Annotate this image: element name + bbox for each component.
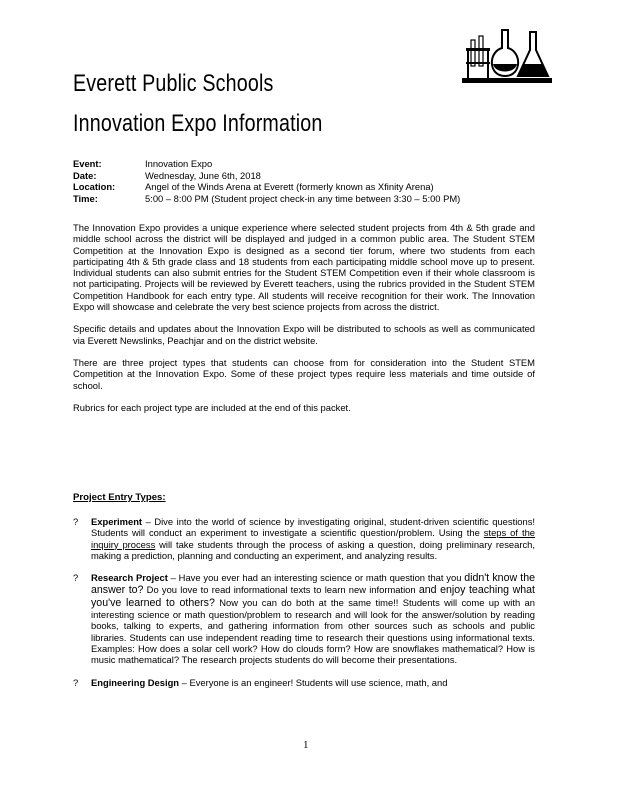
location-row xyxy=(73,181,533,193)
research-name: Research Project xyxy=(91,572,168,584)
research-text xyxy=(91,572,535,665)
bullet-icon: ? xyxy=(73,676,79,688)
bullet-icon: ? xyxy=(73,516,79,527)
experiment-desc-2: will take students through the process of asking a question, doing preliminary research, making a prediction, planning and conducting an experiment, and analyzing results. xyxy=(91,538,535,561)
lab-glassware-logo xyxy=(462,26,552,84)
list-item-experiment xyxy=(73,516,535,561)
engineering-desc: – Everyone is an engineer! Students will use science, math, and xyxy=(179,676,448,688)
date-row xyxy=(73,170,533,182)
list-item-research xyxy=(73,572,535,665)
bullet-icon: ? xyxy=(73,572,79,584)
time-row xyxy=(73,193,533,205)
time-value: 5:00 – 8:00 PM (Student project check-in any time between 3:30 – 5:00 PM) xyxy=(145,192,461,204)
research-desc-3: Now you can do both at the same time!! Students will come up with an interesting science or math question/problem to research and will look for the answer/solution by reading books, talking to experts, and gathering information from other sources such as schools and public libraries. Students can use independent reading time to research their questions using informational texts. Examples: How does a solar cell work? How do clouds form? How are snowflakes mathematical? How is music mathematical? The research projects students do will become their presentations. xyxy=(91,596,535,666)
experiment-desc: – Dive into the world of science by investigating original, student-driven scientific questions! Students will conduct an experiment to investigate a scientific question/problem. Using the xyxy=(91,516,535,539)
research-desc-2: Do you love to read informational texts to learn new information xyxy=(143,584,419,596)
paragraph-updates: Specific details and updates about the Innovation Expo will be distributed to schools as well as communicated via Everett Newslinks, Peachjar and on the district website. xyxy=(73,323,535,346)
engineering-text xyxy=(91,677,535,688)
paragraph-project-types: There are three project types that students can choose from for consideration into the Student STEM Competition at the Innovation Expo. Some of these project types require less materials and time outside of school. xyxy=(73,356,535,391)
date-value: Wednesday, June 6th, 2018 xyxy=(145,169,261,181)
project-types-list xyxy=(73,516,535,699)
location-value: Angel of the Winds Arena at Everett (formerly known as Xfinity Arena) xyxy=(145,181,434,192)
intro-body xyxy=(73,222,535,424)
list-item-engineering xyxy=(73,677,535,688)
research-question-2: and enjoy teaching what you've learned to others? xyxy=(91,584,535,609)
time-label: Time: xyxy=(73,192,98,204)
date-label: Date: xyxy=(73,169,97,181)
event-label: Event: xyxy=(73,158,102,169)
research-desc: – Have you ever had an interesting science or math question that you xyxy=(167,572,465,584)
engineering-name: Engineering Design xyxy=(91,676,180,688)
event-info-block xyxy=(73,158,533,204)
paragraph-overview: The Innovation Expo provides a unique experience where selected student projects from 4th & 5th grade and middle school across the district will be displayed and judged in a common public area. The Student STEM Competition at the Innovation Expo is designed as a second tier forum, where two students from each participating 4th & 5th grade class and 18 students from each participating middle school move up to present. Individual students can also submit entries for the Student STEM Competition even if their whole classroom is not participating. Projects will be reviewed by Everett teachers, using the rubrics provided in the Student STEM Competition Handbook for each entry type. All students will receive recognition for their work. The Innovation Expo will showcase and celebrate the very best science projects from across the district. xyxy=(73,222,535,313)
page-title xyxy=(73,64,458,144)
title-line-2: Innovation Expo Information xyxy=(73,110,323,137)
research-question-1: didn't know the answer to? xyxy=(91,572,536,597)
experiment-name: Experiment xyxy=(91,516,143,527)
experiment-text xyxy=(91,516,535,561)
page-number: 1 xyxy=(303,739,309,751)
location-label: Location: xyxy=(73,181,116,192)
inquiry-process-link[interactable]: steps of the inquiry process xyxy=(91,527,536,550)
title-line-1: Everett Public Schools xyxy=(73,70,274,97)
paragraph-rubrics: Rubrics for each project type are included at the end of this packet. xyxy=(73,401,351,413)
project-entry-types-heading: Project Entry Types: xyxy=(73,492,166,503)
event-row xyxy=(73,158,533,170)
event-value: Innovation Expo xyxy=(145,158,213,169)
